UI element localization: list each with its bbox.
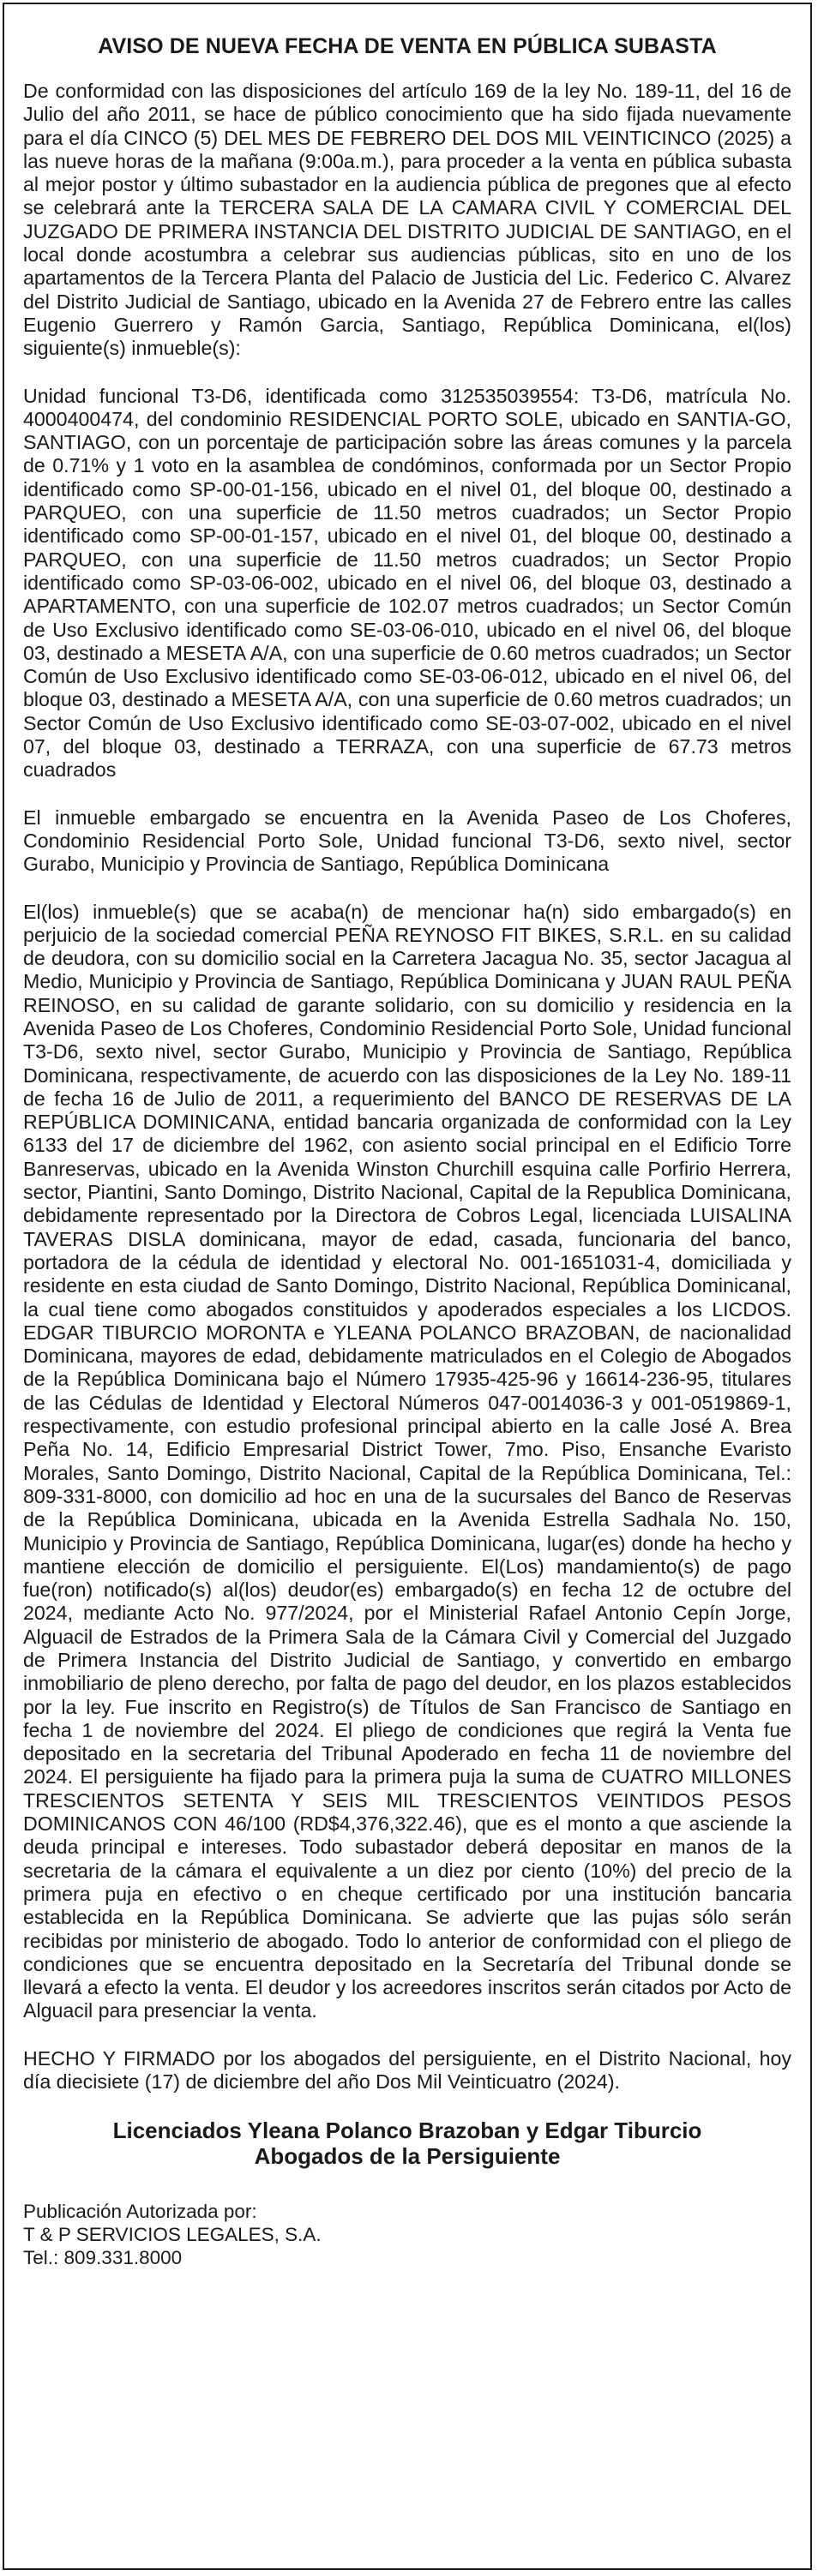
- paragraph-seizure: El(los) inmueble(s) que se acaba(n) de mencionar ha(n) sido embargado(s) en perjuicio de la sociedad comercial PEÑA REYNOSO FIT BIKES, S.R.L. en su calidad de deudora, con su domicilio social en la Carretera Jacagua No. 35, sector Jacagua al Medio, Municipio y Provincia de Santiago, República Dominicana y JUAN RAUL PEÑA REINOSO, en su calidad de garante solidario, con su domicilio y residencia en la Avenida Paseo de Los Choferes, Condominio Residencial Porto Sole, Unidad funcional T3-D6, sexto nivel, sector Gurabo, Municipio y Provincia de Santiago, República Dominicana, respectivamente, de acuerdo con las disposiciones de la Ley No. 189-11 de fecha 16 de Julio de 2011, a requerimiento del BANCO DE RESERVAS DE LA REPÚBLICA DOMINICANA, entidad bancaria organizada de conformidad con la Ley 6133 del 17 de diciembre del 1962, con asiento social principal en el Edificio Torre Banreservas, ubicado en la Avenida Winston Churchill esquina calle Porfirio Herrera, sector, Piantini, Santo Domingo, Distrito Nacional, Capital de la Republica Dominicana, debidamente representado por la Directora de Cobros Legal, licenciada LUISALINA TAVERAS DISLA dominicana, mayor de edad, casada, funcionaria del banco, portadora de la cédula de identidad y electoral No. 001-1651031-4, domiciliada y residente en esta ciudad de Santo Domingo, Distrito Nacional, República Dominicanal, la cual tiene como abogados constituidos y apoderados especiales a los LICDOS. EDGAR TIBURCIO MORONTA e YLEANA POLANCO BRAZOBAN, de nacionalidad Dominicana, mayores de edad, debidamente matriculados en el Colegio de Abogados de la República Dominicana bajo el Número 17935-425-96 y 16614-236-95, titulares de las Cédulas de Identidad y Electoral Números 047-0014036-3 y 001-0519869-1, respectivamente, con estudio profesional principal abierto en la calle José A. Brea Peña No. 14, Edificio Empresarial District Tower, 7mo. Piso, Ensanche Evaristo Morales, Santo Domingo, Distrito Nacional, Capital de la República Dominicana, Tel.: 809-331-8000, con domicilio ad hoc en una de la sucursales del Banco de Reservas de la República Dominicana, ubicada en la Avenida Estrella Sadhala No. 150, Municipio y Provincia de Santiago, República Dominicana, lugar(es) donde ha hecho y mantiene elección de domicilio el persiguiente. El(Los) mandamiento(s) de pago fue(ron) notificado(s) al(los) deudor(es) embargado(s) en fecha 12 de octubre del 2024, mediante Acto No. 977/2024, por el Ministerial Rafael Antonio Cepín Jorge, Alguacil de Estrados de la Primera Sala de la Cámara Civil y Comercial del Juzgado de Primera Instancia del Distrito Judicial de Santiago, y convertido en embargo inmobiliario de pleno derecho, por falta de pago del deudor, en los plazos establecidos por la ley. Fue inscrito en Registro(s) de Títulos de San Francisco de Santiago en fecha 1 de noviembre del 2024. El pliego de condiciones que regirá la Venta fue depositado en la secretaria del Tribunal Apoderado en fecha 11 de noviembre del 2024. El persiguiente ha fijado para la primera puja la suma de CUATRO MILLONES TRESCIENTOS SETENTA Y SEIS MIL TRESCIENTOS VEINTIDOS PESOS DOMINICANOS CON 46/100 (RD$4,376,322.46), que es el monto a que asciende la deuda principal e intereses. Todo subastador deberá depositar en manos de la secretaria de la cámara el equivalente a un diez por ciento (10%) del precio de la primera puja en efectivo o en cheque certificado por una institución bancaria establecida en la República Dominicana. Se advierte que las pujas sólo serán recibidas por ministerio de abogado. Todo lo anterior de conformidad con el pliego de condiciones que se encuentra depositado en la Secretaría del Tribunal donde se llevará a efecto la venta. El deudor y los acreedores inscritos serán citados por Acto de Alguacil para presenciar la venta.: [23, 900, 791, 2022]
- signature-block: [23, 2118, 791, 2169]
- publication-block: [23, 2200, 791, 2269]
- publication-label: Publicación Autorizada por:: [23, 2201, 257, 2223]
- notice-content: [4, 4, 810, 2269]
- paragraph-property: Unidad funcional T3-D6, identificada como 312535039554: T3-D6, matrícula No. 4000400474, del condominio RESIDENCIAL PORTO SOLE, ubicado en SANTIA-GO, SANTIAGO, con un porcentaje de participación sobre las áreas comunes y la parcela de 0.71% y 1 voto en la asamblea de condóminos, conformada por un Sector Propio identificado como SP-00-01-156, ubicado en el nivel 01, del bloque 00, destinado a PARQUEO, con una superficie de 11.50 metros cuadrados; un Sector Propio identificado como SP-00-01-157, ubicado en el nivel 01, del bloque 00, destinado a PARQUEO, con una superficie de 11.50 metros cuadrados; un Sector Propio identificado como SP-03-06-002, ubicado en el nivel 06, del bloque 03, destinado a APARTAMENTO, con una superficie de 102.07 metros cuadrados; un Sector Común de Uso Exclusivo identificado como SE-03-06-010, ubicado en el nivel 06, del bloque 03, destinado a MESETA A/A, con una superficie de 0.60 metros cuadrados; un Sector Común de Uso Exclusivo identificado como SE-03-06-012, ubicado en el nivel 06, del bloque 03, destinado a MESETA A/A, con una superficie de 0.60 metros cuadrados; un Sector Común de Uso Exclusivo identificado como SE-03-07-002, ubicado en el nivel 07, del bloque 03, destinado a TERRAZA, con una superficie de 67.73 metros cuadrados: [23, 384, 791, 782]
- signature-lawyers: Licenciados Yleana Polanco Brazoban y Edgar Tiburcio: [112, 2118, 702, 2144]
- signature-role: Abogados de la Persiguiente: [254, 2143, 561, 2170]
- notice-frame: [3, 3, 812, 2570]
- publication-phone: Tel.: 809.331.8000: [23, 2247, 183, 2269]
- notice-title: AVISO DE NUEVA FECHA DE VENTA EN PÚBLICA SUBASTA: [98, 34, 717, 58]
- paragraph-location: El inmueble embargado se encuentra en la Avenida Paseo de Los Choferes, Condominio Residencial Porto Sole, Unidad funcional T3-D6, sexto nivel, sector Gurabo, Municipio y Provincia de Santiago, República Dominicana: [23, 806, 791, 876]
- paragraph-signed: HECHO Y FIRMADO por los abogados del persiguiente, en el Distrito Nacional, hoy día diecisiete (17) de diciembre del año Dos Mil Veinticuatro (2024).: [23, 2046, 791, 2094]
- publication-company: T & P SERVICIOS LEGALES, S.A.: [23, 2224, 322, 2246]
- paragraph-intro: De conformidad con las disposiciones del artículo 169 de la ley No. 189-11, del 16 de Julio del año 2011, se hace de público conocimiento que ha sido fijada nuevamente para el día CINCO (5) DEL MES DE FEBRERO DEL DOS MIL VEINTICINCO (2025) a las nueve horas de la mañana (9:00a.m.), para proceder a la venta en pública subasta al mejor postor y último subastador en la audiencia pública de pregones que al efecto se celebrará ante la TERCERA SALA DE LA CAMARA CIVIL Y COMERCIAL DEL JUZGADO DE PRIMERA INSTANCIA DEL DISTRITO JUDICIAL DE SANTIAGO, en el local donde acostumbra a celebrar sus audiencias públicas, sito en uno de los apartamentos de la Tercera Planta del Palacio de Justicia del Lic. Federico C. Alvarez del Distrito Judicial de Santiago, ubicado en la Avenida 27 de Febrero entre las calles Eugenio Guerrero y Ramón Garcia, Santiago, República Dominicana, el(los) siguiente(s) inmueble(s):: [23, 80, 791, 360]
